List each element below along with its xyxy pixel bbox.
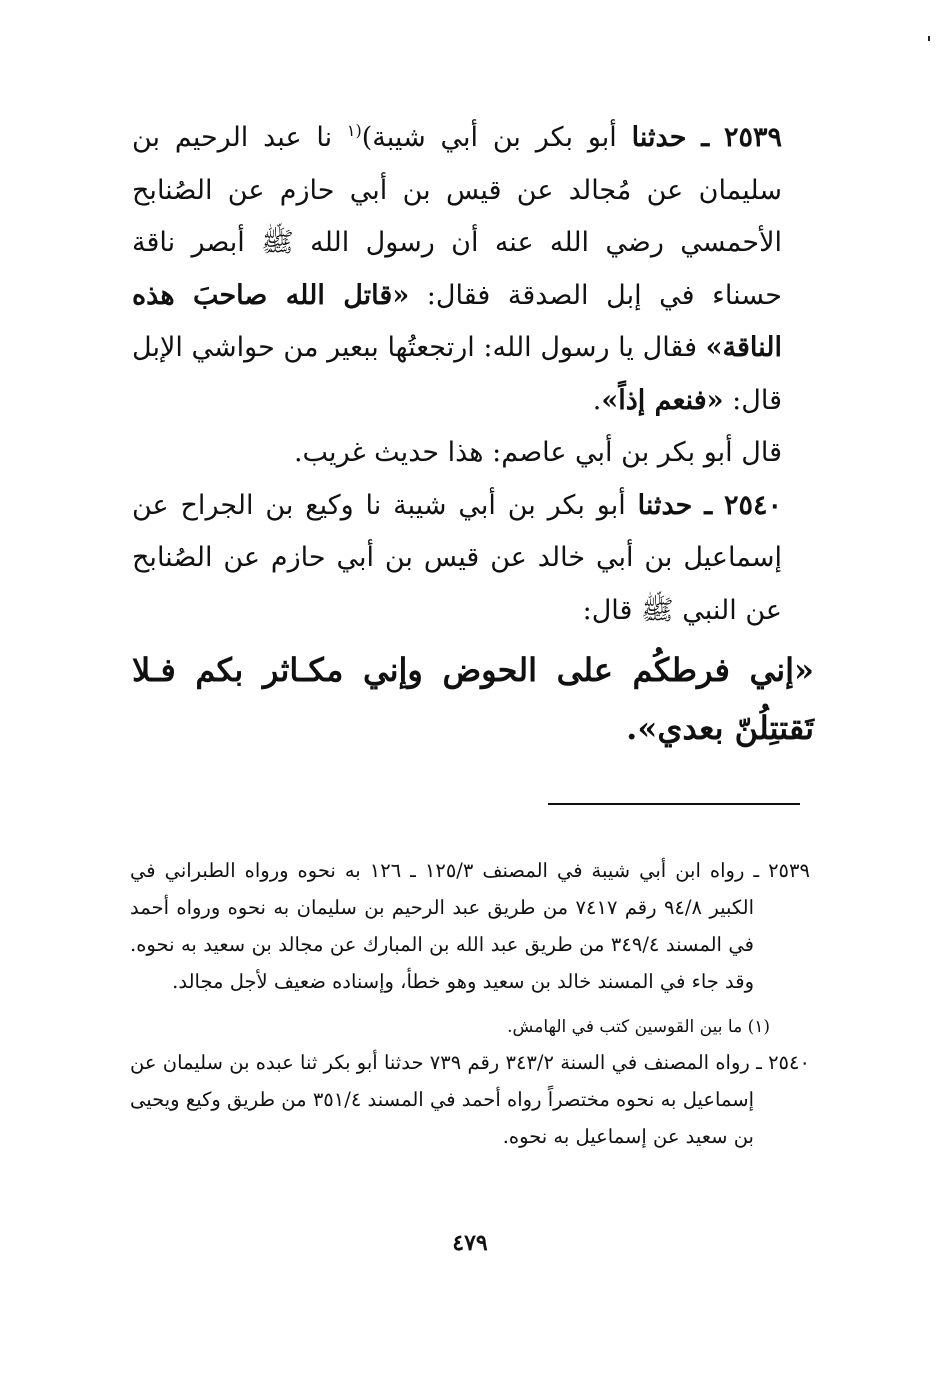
main-text xyxy=(132,112,814,757)
footnote-ref: (١ xyxy=(346,121,362,140)
comment-2539: قال أبو بكر بن أبي عاصم: هذا حديث غريب. xyxy=(293,437,782,468)
footnote-number: ٢٥٤٠ ـ xyxy=(756,1051,810,1074)
marginal-note: (١) ما بين القوسين كتب في الهامش. xyxy=(507,1017,770,1037)
prophetic-quote: «قاتل الله صاحبَ هذه الناقة» xyxy=(132,279,782,363)
footnote-2540 xyxy=(130,1044,810,1155)
footnote-2539 xyxy=(130,852,810,1000)
hadith-end: . xyxy=(592,384,602,416)
hadith-text: أبو بكر بن أبي شيبة نا وكيع بن الجراح عن إسماعيل بن أبي خالد عن قيس بن أبي حازم عن الصُنابح عن النبي ﷺ قال: xyxy=(132,489,782,626)
prophetic-quote: «إني فرطكُم على الحوض وإني مكـاثر بكم فـلا تَقتتِلُنّ بعدي» xyxy=(132,651,814,747)
hadith-number: ٢٥٤٠ xyxy=(724,489,783,521)
hadith-opening: حدثنا xyxy=(631,122,687,153)
hadith-opening: حدثنا xyxy=(637,489,693,521)
dash: ـ xyxy=(701,122,710,153)
prophetic-quote: «فنعم إذاً» xyxy=(601,384,724,416)
scan-speck xyxy=(928,36,930,41)
hadith-text: أبو بكر بن أبي شيبة) xyxy=(361,122,617,153)
hadith-2539 xyxy=(132,112,814,427)
footnote-separator xyxy=(548,803,800,805)
hadith-text: نا عبد الرحيم بن سليمان عن مُجالد عن قيس بن أبي حازم عن الصُنابح الأحمسي رضي الله عنه أن رسول الله ﷺ أبصر ناقة حسناء في إبل الصدقة فقال: xyxy=(132,122,782,311)
footnotes xyxy=(130,852,810,1155)
hadith-end: . xyxy=(626,709,638,747)
hadith-text: فقال يا رسول الله: ارتجعتُها ببعير من حواشي الإبل قال: xyxy=(132,332,782,416)
hadith-2540 xyxy=(132,480,814,638)
dash: ـ xyxy=(704,489,713,521)
footnote-number: ٢٥٣٩ ـ xyxy=(753,859,810,882)
hadith-number: ٢٥٣٩ xyxy=(723,122,782,153)
footnote-text: رواه ابن أبي شيبة في المصنف ١٢٥/٣ ـ ١٢٦ به نحوه ورواه الطبراني في الكبير ٩٤/٨ رقم ٧٤١٧ من طريق عبد الرحيم بن سليمان به نحوه ورواه أحمد في المسند ٣٤٩/٤ من طريق عبد الله بن المبارك عن مجالد بن سعيد به نحوه. وقد جاء في المسند خالد بن سعيد وهو خطأ، وإسناده ضعيف لأجل مجالد. xyxy=(130,859,755,993)
footnote-text: رواه المصنف في السنة ٣٤٣/٢ رقم ٧٣٩ حدثنا أبو بكر ثنا عبده بن سليمان عن إسماعيل به نحوه مختصراً رواه أحمد في المسند ٣٥١/٤ من طريق وكيع ويحيى بن سعيد عن إسماعيل به نحوه. xyxy=(130,1051,757,1148)
page-number: ٤٧٩ xyxy=(452,1230,488,1256)
hadith-2540-quote xyxy=(132,641,814,757)
